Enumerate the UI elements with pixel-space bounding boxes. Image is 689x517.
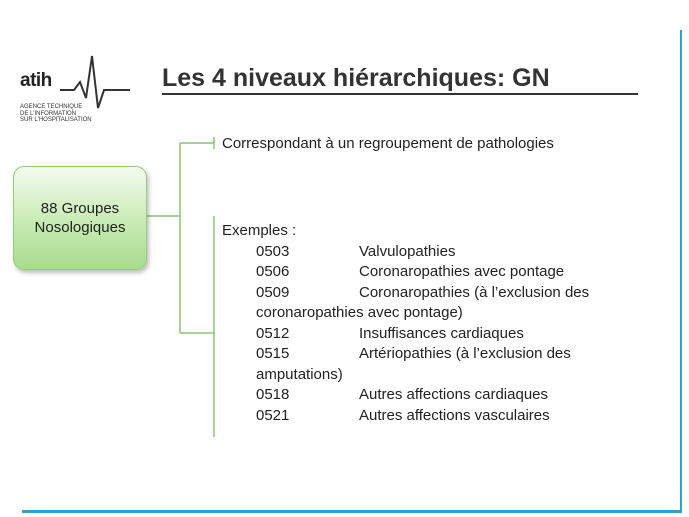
example-code: 0503 xyxy=(256,242,290,260)
example-label: Autres affections cardiaques xyxy=(359,386,549,403)
logo-subtitle-line: DE L'INFORMATION xyxy=(20,110,77,117)
example-code: 0515 xyxy=(256,345,290,362)
example-label: Valvulopathies xyxy=(359,242,456,260)
logo-text: atih xyxy=(20,70,52,91)
page-title: Les 4 niveaux hiérarchiques: GN xyxy=(162,64,550,92)
example-label: Coronaropathies (à l’exclusion des xyxy=(359,283,590,301)
list-item xyxy=(222,406,550,427)
list-item xyxy=(222,242,463,263)
example-label: Autres affections vasculaires xyxy=(359,406,550,424)
example-continuation: amputations) xyxy=(256,365,343,383)
list-item xyxy=(222,283,590,304)
example-code: 0506 xyxy=(256,263,290,280)
description-text: Correspondant à un regroupement de pathologies xyxy=(222,135,554,152)
example-continuation: coronaropathies avec pontage) xyxy=(256,304,463,321)
logo-subtitle-line: AGENCE TECHNIQUE xyxy=(20,104,83,110)
example-code: 0512 xyxy=(256,324,290,342)
list-item xyxy=(222,344,571,365)
example-code: 0521 xyxy=(256,406,290,424)
example-label: Artériopathies (à l’exclusion des xyxy=(359,345,571,362)
example-code: 0509 xyxy=(256,283,290,301)
box-line: 88 Groupes xyxy=(40,200,120,217)
groupes-nosologiques-box xyxy=(13,166,147,270)
examples-list xyxy=(222,221,590,426)
examples-heading: Exemples : xyxy=(222,222,297,239)
list-item xyxy=(222,262,565,283)
logo-subtitle-line: SUR L'HOSPITALISATION xyxy=(20,117,92,123)
example-label: Coronaropathies avec pontage xyxy=(359,263,565,280)
list-item xyxy=(222,324,524,345)
example-code: 0518 xyxy=(256,386,290,403)
list-item xyxy=(222,385,549,406)
box-line: Nosologiques xyxy=(34,219,126,236)
example-label: Insuffisances cardiaques xyxy=(359,324,524,342)
